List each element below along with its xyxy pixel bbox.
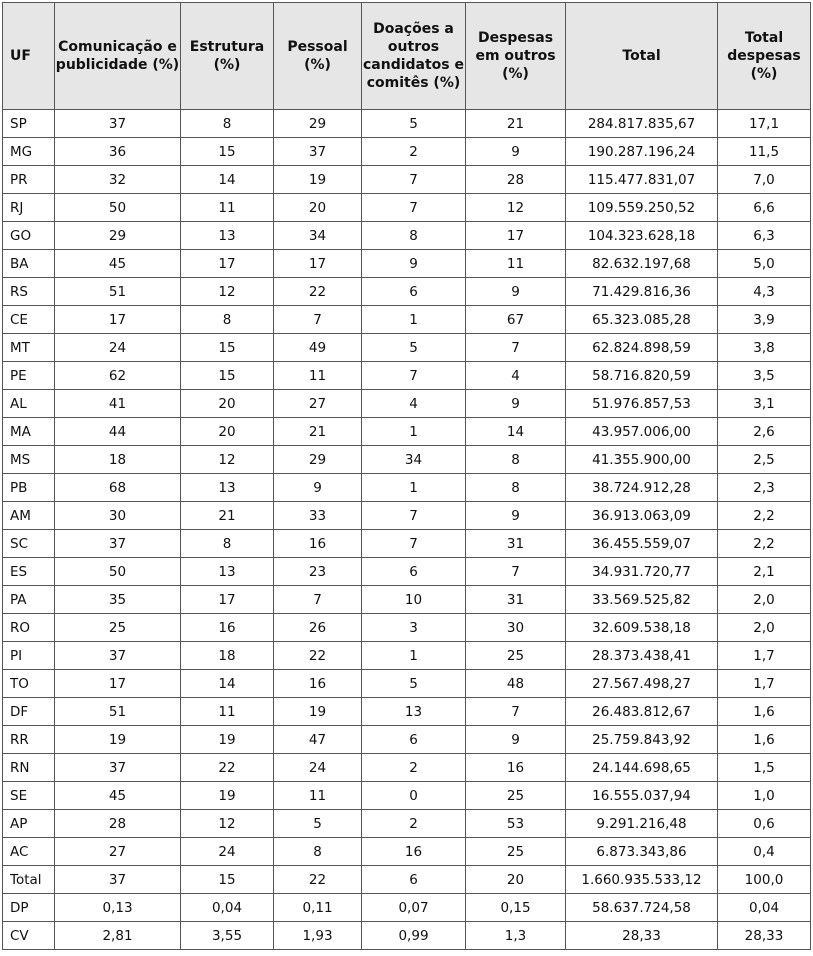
cell-pessoal: 19 <box>274 698 362 726</box>
cell-estrutura: 11 <box>181 698 274 726</box>
cell-uf: RO <box>3 614 55 642</box>
cell-estrutura: 15 <box>181 334 274 362</box>
cell-despesas-outros: 53 <box>466 810 566 838</box>
cell-doacoes: 2 <box>362 810 466 838</box>
cell-uf: GO <box>3 222 55 250</box>
header-pessoal: Pessoal (%) <box>274 3 362 110</box>
cell-total-despesas: 2,0 <box>718 614 811 642</box>
header-row <box>3 3 811 110</box>
cell-uf: MA <box>3 418 55 446</box>
cell-pessoal: 5 <box>274 810 362 838</box>
cell-total-despesas: 1,7 <box>718 670 811 698</box>
cell-estrutura: 21 <box>181 502 274 530</box>
cell-comunicacao: 50 <box>55 558 181 586</box>
cell-total-despesas: 2,0 <box>718 586 811 614</box>
table-row <box>3 558 811 586</box>
table-row <box>3 418 811 446</box>
cell-comunicacao: 37 <box>55 530 181 558</box>
cell-doacoes: 3 <box>362 614 466 642</box>
cell-total: 6.873.343,86 <box>566 838 718 866</box>
table-header <box>3 3 811 110</box>
cell-estrutura: 15 <box>181 138 274 166</box>
cell-doacoes: 4 <box>362 390 466 418</box>
cell-despesas-outros: 12 <box>466 194 566 222</box>
cell-total: 58.637.724,58 <box>566 894 718 922</box>
cell-doacoes: 0,99 <box>362 922 466 950</box>
cell-despesas-outros: 9 <box>466 502 566 530</box>
cell-despesas-outros: 8 <box>466 474 566 502</box>
cell-doacoes: 6 <box>362 726 466 754</box>
cell-pessoal: 7 <box>274 306 362 334</box>
cell-estrutura: 22 <box>181 754 274 782</box>
cell-uf: PI <box>3 642 55 670</box>
cell-uf: MG <box>3 138 55 166</box>
cell-pessoal: 0,11 <box>274 894 362 922</box>
cell-estrutura: 15 <box>181 362 274 390</box>
cell-doacoes: 1 <box>362 474 466 502</box>
cell-total: 43.957.006,00 <box>566 418 718 446</box>
cell-despesas-outros: 67 <box>466 306 566 334</box>
cell-total-despesas: 1,7 <box>718 642 811 670</box>
cell-estrutura: 0,04 <box>181 894 274 922</box>
cell-despesas-outros: 9 <box>466 726 566 754</box>
cell-doacoes: 10 <box>362 586 466 614</box>
cell-estrutura: 12 <box>181 278 274 306</box>
cell-doacoes: 6 <box>362 558 466 586</box>
cell-doacoes: 6 <box>362 866 466 894</box>
cell-total-despesas: 0,4 <box>718 838 811 866</box>
cell-total-despesas: 0,04 <box>718 894 811 922</box>
cell-estrutura: 11 <box>181 194 274 222</box>
cell-total-despesas: 17,1 <box>718 110 811 138</box>
cell-pessoal: 49 <box>274 334 362 362</box>
table-row <box>3 306 811 334</box>
cell-doacoes: 2 <box>362 138 466 166</box>
cell-pessoal: 29 <box>274 446 362 474</box>
cell-uf: MT <box>3 334 55 362</box>
cell-total: 1.660.935.533,12 <box>566 866 718 894</box>
cell-pessoal: 22 <box>274 278 362 306</box>
cell-total: 28,33 <box>566 922 718 950</box>
cell-pessoal: 34 <box>274 222 362 250</box>
cell-despesas-outros: 9 <box>466 138 566 166</box>
cell-total-despesas: 1,6 <box>718 698 811 726</box>
cell-total-despesas: 11,5 <box>718 138 811 166</box>
cell-comunicacao: 51 <box>55 698 181 726</box>
cell-comunicacao: 68 <box>55 474 181 502</box>
cell-doacoes: 13 <box>362 698 466 726</box>
table-row <box>3 474 811 502</box>
header-uf: UF <box>3 3 55 110</box>
cell-total: 28.373.438,41 <box>566 642 718 670</box>
cell-doacoes: 7 <box>362 502 466 530</box>
cell-pessoal: 17 <box>274 250 362 278</box>
cell-comunicacao: 32 <box>55 166 181 194</box>
cell-doacoes: 5 <box>362 110 466 138</box>
cell-total: 34.931.720,77 <box>566 558 718 586</box>
cell-total: 82.632.197,68 <box>566 250 718 278</box>
cell-comunicacao: 25 <box>55 614 181 642</box>
header-estrutura: Estrutura (%) <box>181 3 274 110</box>
cell-total-despesas: 2,1 <box>718 558 811 586</box>
cell-doacoes: 6 <box>362 278 466 306</box>
cell-total: 62.824.898,59 <box>566 334 718 362</box>
expenses-by-state-table <box>2 2 811 950</box>
cell-comunicacao: 29 <box>55 222 181 250</box>
cell-comunicacao: 24 <box>55 334 181 362</box>
table-row <box>3 166 811 194</box>
cell-comunicacao: 28 <box>55 810 181 838</box>
table-row <box>3 614 811 642</box>
cell-total: 9.291.216,48 <box>566 810 718 838</box>
table-row <box>3 866 811 894</box>
cell-total: 16.555.037,94 <box>566 782 718 810</box>
cell-estrutura: 13 <box>181 558 274 586</box>
cell-pessoal: 22 <box>274 866 362 894</box>
cell-total-despesas: 1,0 <box>718 782 811 810</box>
table-row <box>3 194 811 222</box>
table-row <box>3 110 811 138</box>
table-row <box>3 726 811 754</box>
cell-total: 36.913.063,09 <box>566 502 718 530</box>
cell-pessoal: 16 <box>274 530 362 558</box>
cell-pessoal: 26 <box>274 614 362 642</box>
cell-comunicacao: 19 <box>55 726 181 754</box>
cell-uf: PE <box>3 362 55 390</box>
table-row <box>3 698 811 726</box>
cell-pessoal: 37 <box>274 138 362 166</box>
cell-despesas-outros: 21 <box>466 110 566 138</box>
cell-total: 24.144.698,65 <box>566 754 718 782</box>
cell-estrutura: 18 <box>181 642 274 670</box>
cell-despesas-outros: 25 <box>466 782 566 810</box>
table-row <box>3 810 811 838</box>
cell-total-despesas: 3,8 <box>718 334 811 362</box>
table-row <box>3 922 811 950</box>
cell-total: 58.716.820,59 <box>566 362 718 390</box>
cell-comunicacao: 62 <box>55 362 181 390</box>
cell-estrutura: 20 <box>181 418 274 446</box>
cell-pessoal: 1,93 <box>274 922 362 950</box>
cell-doacoes: 7 <box>362 530 466 558</box>
cell-pessoal: 9 <box>274 474 362 502</box>
cell-pessoal: 24 <box>274 754 362 782</box>
cell-comunicacao: 51 <box>55 278 181 306</box>
cell-total: 32.609.538,18 <box>566 614 718 642</box>
cell-total-despesas: 1,5 <box>718 754 811 782</box>
cell-estrutura: 8 <box>181 110 274 138</box>
cell-pessoal: 7 <box>274 586 362 614</box>
cell-uf: AL <box>3 390 55 418</box>
cell-comunicacao: 45 <box>55 250 181 278</box>
cell-uf: DP <box>3 894 55 922</box>
cell-total-despesas: 3,9 <box>718 306 811 334</box>
cell-total: 65.323.085,28 <box>566 306 718 334</box>
table-row <box>3 586 811 614</box>
cell-despesas-outros: 7 <box>466 334 566 362</box>
cell-total-despesas: 2,2 <box>718 502 811 530</box>
cell-uf: RS <box>3 278 55 306</box>
table-body <box>3 110 811 950</box>
cell-total-despesas: 2,6 <box>718 418 811 446</box>
cell-estrutura: 19 <box>181 726 274 754</box>
cell-despesas-outros: 20 <box>466 866 566 894</box>
cell-total-despesas: 2,5 <box>718 446 811 474</box>
cell-despesas-outros: 30 <box>466 614 566 642</box>
cell-total: 284.817.835,67 <box>566 110 718 138</box>
cell-despesas-outros: 9 <box>466 278 566 306</box>
cell-pessoal: 47 <box>274 726 362 754</box>
cell-comunicacao: 27 <box>55 838 181 866</box>
cell-despesas-outros: 7 <box>466 558 566 586</box>
table-row <box>3 754 811 782</box>
cell-comunicacao: 30 <box>55 502 181 530</box>
cell-despesas-outros: 17 <box>466 222 566 250</box>
cell-uf: SP <box>3 110 55 138</box>
cell-uf: Total <box>3 866 55 894</box>
cell-doacoes: 0 <box>362 782 466 810</box>
cell-comunicacao: 2,81 <box>55 922 181 950</box>
header-total: Total <box>566 3 718 110</box>
cell-total-despesas: 7,0 <box>718 166 811 194</box>
cell-total-despesas: 4,3 <box>718 278 811 306</box>
cell-uf: DF <box>3 698 55 726</box>
cell-total: 190.287.196,24 <box>566 138 718 166</box>
cell-total-despesas: 28,33 <box>718 922 811 950</box>
cell-comunicacao: 37 <box>55 866 181 894</box>
table-row <box>3 446 811 474</box>
cell-total-despesas: 6,6 <box>718 194 811 222</box>
cell-total: 25.759.843,92 <box>566 726 718 754</box>
cell-doacoes: 8 <box>362 222 466 250</box>
cell-uf: RJ <box>3 194 55 222</box>
cell-estrutura: 8 <box>181 306 274 334</box>
cell-estrutura: 8 <box>181 530 274 558</box>
cell-comunicacao: 0,13 <box>55 894 181 922</box>
cell-pessoal: 11 <box>274 782 362 810</box>
cell-estrutura: 15 <box>181 866 274 894</box>
cell-total: 33.569.525,82 <box>566 586 718 614</box>
table-row <box>3 390 811 418</box>
cell-uf: ES <box>3 558 55 586</box>
cell-despesas-outros: 7 <box>466 698 566 726</box>
cell-total: 51.976.857,53 <box>566 390 718 418</box>
cell-comunicacao: 44 <box>55 418 181 446</box>
table-row <box>3 894 811 922</box>
cell-estrutura: 19 <box>181 782 274 810</box>
cell-uf: AM <box>3 502 55 530</box>
cell-comunicacao: 41 <box>55 390 181 418</box>
cell-pessoal: 16 <box>274 670 362 698</box>
cell-estrutura: 14 <box>181 670 274 698</box>
cell-total-despesas: 100,0 <box>718 866 811 894</box>
cell-total-despesas: 2,3 <box>718 474 811 502</box>
cell-estrutura: 20 <box>181 390 274 418</box>
cell-pessoal: 20 <box>274 194 362 222</box>
cell-doacoes: 1 <box>362 306 466 334</box>
cell-total: 27.567.498,27 <box>566 670 718 698</box>
table-row <box>3 362 811 390</box>
table-row <box>3 642 811 670</box>
header-comunicacao: Comunicação e publicidade (%) <box>55 3 181 110</box>
cell-pessoal: 22 <box>274 642 362 670</box>
cell-total: 109.559.250,52 <box>566 194 718 222</box>
table-row <box>3 530 811 558</box>
cell-total: 38.724.912,28 <box>566 474 718 502</box>
cell-uf: MS <box>3 446 55 474</box>
cell-uf: RR <box>3 726 55 754</box>
cell-total: 41.355.900,00 <box>566 446 718 474</box>
cell-uf: PR <box>3 166 55 194</box>
cell-uf: SC <box>3 530 55 558</box>
cell-estrutura: 17 <box>181 250 274 278</box>
cell-despesas-outros: 1,3 <box>466 922 566 950</box>
header-despesas-outros: Despesas em outros (%) <box>466 3 566 110</box>
cell-estrutura: 13 <box>181 222 274 250</box>
cell-despesas-outros: 28 <box>466 166 566 194</box>
cell-estrutura: 12 <box>181 810 274 838</box>
cell-uf: BA <box>3 250 55 278</box>
cell-despesas-outros: 31 <box>466 586 566 614</box>
cell-comunicacao: 37 <box>55 110 181 138</box>
cell-comunicacao: 18 <box>55 446 181 474</box>
cell-uf: AC <box>3 838 55 866</box>
cell-total: 26.483.812,67 <box>566 698 718 726</box>
cell-doacoes: 2 <box>362 754 466 782</box>
cell-total-despesas: 3,5 <box>718 362 811 390</box>
cell-estrutura: 12 <box>181 446 274 474</box>
cell-comunicacao: 37 <box>55 642 181 670</box>
cell-uf: CV <box>3 922 55 950</box>
cell-comunicacao: 17 <box>55 670 181 698</box>
cell-despesas-outros: 14 <box>466 418 566 446</box>
table-row <box>3 502 811 530</box>
cell-total-despesas: 0,6 <box>718 810 811 838</box>
header-total-despesas: Total despesas (%) <box>718 3 811 110</box>
cell-total: 115.477.831,07 <box>566 166 718 194</box>
cell-doacoes: 5 <box>362 334 466 362</box>
cell-doacoes: 34 <box>362 446 466 474</box>
cell-uf: AP <box>3 810 55 838</box>
table-row <box>3 138 811 166</box>
header-doacoes: Doações a outros candidatos e comitês (%) <box>362 3 466 110</box>
cell-despesas-outros: 48 <box>466 670 566 698</box>
cell-total-despesas: 6,3 <box>718 222 811 250</box>
cell-despesas-outros: 16 <box>466 754 566 782</box>
cell-comunicacao: 45 <box>55 782 181 810</box>
table-row <box>3 222 811 250</box>
cell-despesas-outros: 31 <box>466 530 566 558</box>
cell-comunicacao: 17 <box>55 306 181 334</box>
table-row <box>3 782 811 810</box>
cell-pessoal: 23 <box>274 558 362 586</box>
cell-uf: PA <box>3 586 55 614</box>
cell-comunicacao: 37 <box>55 754 181 782</box>
table-row <box>3 250 811 278</box>
cell-doacoes: 0,07 <box>362 894 466 922</box>
cell-despesas-outros: 8 <box>466 446 566 474</box>
cell-despesas-outros: 11 <box>466 250 566 278</box>
cell-total-despesas: 5,0 <box>718 250 811 278</box>
cell-estrutura: 3,55 <box>181 922 274 950</box>
cell-uf: TO <box>3 670 55 698</box>
cell-doacoes: 16 <box>362 838 466 866</box>
table-row <box>3 278 811 306</box>
cell-estrutura: 24 <box>181 838 274 866</box>
cell-despesas-outros: 0,15 <box>466 894 566 922</box>
cell-comunicacao: 35 <box>55 586 181 614</box>
table-row <box>3 838 811 866</box>
cell-doacoes: 7 <box>362 166 466 194</box>
cell-pessoal: 8 <box>274 838 362 866</box>
cell-comunicacao: 36 <box>55 138 181 166</box>
cell-estrutura: 14 <box>181 166 274 194</box>
cell-despesas-outros: 4 <box>466 362 566 390</box>
cell-despesas-outros: 9 <box>466 390 566 418</box>
cell-total-despesas: 2,2 <box>718 530 811 558</box>
cell-total: 71.429.816,36 <box>566 278 718 306</box>
cell-doacoes: 1 <box>362 418 466 446</box>
cell-doacoes: 7 <box>362 362 466 390</box>
cell-pessoal: 29 <box>274 110 362 138</box>
cell-comunicacao: 50 <box>55 194 181 222</box>
cell-total: 104.323.628,18 <box>566 222 718 250</box>
cell-estrutura: 17 <box>181 586 274 614</box>
cell-pessoal: 11 <box>274 362 362 390</box>
table-row <box>3 670 811 698</box>
cell-total-despesas: 3,1 <box>718 390 811 418</box>
cell-uf: SE <box>3 782 55 810</box>
cell-uf: RN <box>3 754 55 782</box>
cell-doacoes: 5 <box>362 670 466 698</box>
cell-uf: CE <box>3 306 55 334</box>
cell-estrutura: 16 <box>181 614 274 642</box>
cell-total-despesas: 1,6 <box>718 726 811 754</box>
cell-doacoes: 1 <box>362 642 466 670</box>
cell-pessoal: 19 <box>274 166 362 194</box>
cell-despesas-outros: 25 <box>466 838 566 866</box>
cell-pessoal: 33 <box>274 502 362 530</box>
cell-pessoal: 27 <box>274 390 362 418</box>
cell-despesas-outros: 25 <box>466 642 566 670</box>
cell-estrutura: 13 <box>181 474 274 502</box>
cell-pessoal: 21 <box>274 418 362 446</box>
cell-doacoes: 9 <box>362 250 466 278</box>
cell-uf: PB <box>3 474 55 502</box>
table-row <box>3 334 811 362</box>
cell-total: 36.455.559,07 <box>566 530 718 558</box>
cell-doacoes: 7 <box>362 194 466 222</box>
